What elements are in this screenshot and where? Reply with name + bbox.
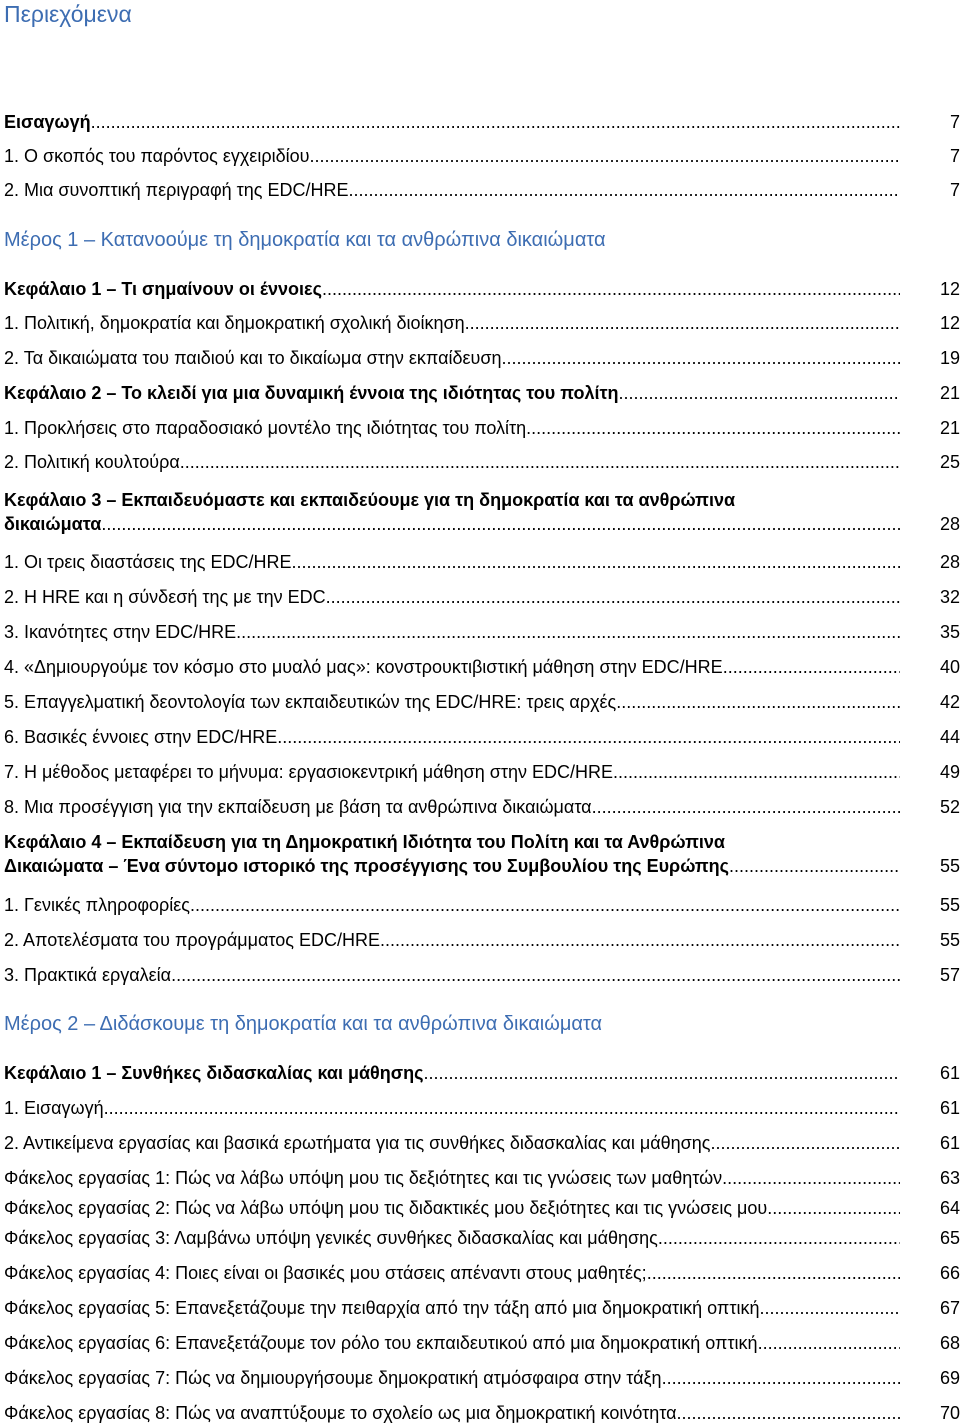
toc-page-number: 32 [939,587,960,607]
dot-leader [619,381,900,405]
toc-entry[interactable] [4,144,960,168]
dot-leader [277,725,900,749]
toc-page-number: 66 [939,1263,960,1283]
toc-entry[interactable] [4,1331,960,1355]
toc-entry[interactable] [4,690,960,714]
toc-entry[interactable] [4,928,960,952]
dot-leader [658,1226,900,1250]
dot-leader [236,620,900,644]
dot-leader [423,1061,900,1085]
toc-entry-label: Δικαιώματα – Ένα σύντομο ιστορικό της προσέγγισης του Συμβουλίου της Ευρώπης [4,856,730,876]
dot-leader [592,795,900,819]
toc-entry-label: 4. «Δημιουργούμε τον κόσμο στο μυαλό μας»: κονστρουκτιβιστική μάθηση στην EDC/HRE [4,657,723,677]
toc-page-number: 44 [939,727,960,747]
toc-page-number: 7 [949,112,960,132]
toc-entry-label: 2. Μια συνοπτική περιγραφή της EDC/HRE [4,180,349,200]
dot-leader [348,178,900,202]
toc-page-number: 35 [939,622,960,642]
dot-leader [613,760,900,784]
dot-leader [502,346,901,370]
toc-entry[interactable] [4,725,960,749]
toc-entry[interactable] [4,1096,960,1120]
toc-page-number: 55 [939,895,960,915]
toc-page-number: 61 [939,1098,960,1118]
toc-entry-label: 3. Ικανότητες στην EDC/HRE [4,622,237,642]
toc-entry[interactable] [4,416,960,440]
toc-entry-label: Φάκελος εργασίας 1: Πώς να λάβω υπόψη μου τις δεξιότητες και τις γνώσεις των μαθητών [4,1168,723,1188]
toc-page-number: 40 [939,657,960,677]
toc-entry-label: 2. Αντικείμενα εργασίας και βασικά ερωτήματα για τις συνθήκες διδασκαλίας και μάθησης [4,1133,711,1153]
toc-page-number: 12 [939,279,960,299]
toc-entry[interactable] [4,1226,960,1250]
toc-part-heading[interactable]: Μέρος 1 – Κατανοούμε τη δημοκρατία και τα ανθρώπινα δικαιώματα [4,229,606,251]
dot-leader [526,416,900,440]
toc-page-number: 67 [939,1298,960,1318]
toc-entry-label: Εισαγωγή [4,112,91,132]
toc-entry-label: Φάκελος εργασίας 2: Πώς να λάβω υπόψη μου τις διδακτικές μου δεξιότητες και τις γνώσεις μου [4,1198,768,1218]
toc-entry-label: Φάκελος εργασίας 4: Ποιες είναι οι βασικές μου στάσεις απέναντι στους μαθητές; [4,1263,647,1283]
toc-entry-label: Φάκελος εργασίας 3: Λαμβάνω υπόψη γενικές συνθήκες διδασκαλίας και μάθησης [4,1228,658,1248]
toc-entry-label: Κεφάλαιο 2 – Το κλειδί για μια δυναμική έννοια της ιδιότητας του πολίτη [4,383,619,403]
toc-entry-label: 2. Η HRE και η σύνδεσή της με την EDC [4,587,326,607]
toc-page-number: 12 [939,313,960,333]
toc-entry-label: 1. Οι τρεις διαστάσεις της EDC/HRE [4,552,292,572]
dot-leader [91,110,900,134]
toc-entry-label: 2. Τα δικαιώματα του παιδιού και το δικαίωμα στην εκπαίδευση [4,348,502,368]
dot-leader [758,1331,900,1355]
dot-leader [767,1196,900,1220]
toc-entry-label: 1. Προκλήσεις στο παραδοσιακό μοντέλο της ιδιότητας του πολίτη [4,418,527,438]
toc-page-number: 21 [939,418,960,438]
toc-entry[interactable] [4,585,960,609]
toc-part-heading[interactable]: Μέρος 2 – Διδάσκουμε τη δημοκρατία και τα ανθρώπινα δικαιώματα [4,1013,603,1035]
toc-entry[interactable] [4,1366,960,1390]
dot-leader [380,928,900,952]
toc-entry-label: Κεφάλαιο 1 – Τι σημαίνουν οι έννοιες [4,279,322,299]
toc-page-number: 64 [939,1198,960,1218]
toc-entry-label: Κεφάλαιο 4 – Εκπαίδευση για τη Δημοκρατική Ιδιότητα του Πολίτη και τα Ανθρώπινα [4,832,725,852]
dot-leader [309,144,900,168]
toc-page-number: 49 [939,762,960,782]
toc-entry-label: Φάκελος εργασίας 8: Πώς να αναπτύξουμε το σχολείο ως μια δημοκρατική κοινότητα [4,1403,677,1423]
toc-page-number: 28 [939,514,960,534]
toc-entry-label: Κεφάλαιο 3 – Εκπαιδευόμαστε και εκπαιδεύουμε για τη δημοκρατία και τα ανθρώπινα [4,490,736,510]
toc-entry[interactable] [4,893,960,917]
toc-page-number: 70 [939,1403,960,1423]
dot-leader [465,311,900,335]
dot-leader [710,1131,900,1155]
dot-leader [616,690,900,714]
toc-chapter-entry[interactable] [4,277,960,301]
toc-entry[interactable] [4,346,960,370]
dot-leader [759,1296,900,1320]
toc-entry[interactable] [4,450,960,474]
toc-entry[interactable] [4,963,960,987]
toc-entry-label: 1. Εισαγωγή [4,1098,104,1118]
toc-page-number: 61 [939,1133,960,1153]
toc-entry[interactable] [4,550,960,574]
toc-chapter-entry[interactable] [4,1061,960,1085]
toc-page-number: 68 [939,1333,960,1353]
toc-page-number: 52 [939,797,960,817]
toc-chapter-entry[interactable] [4,381,960,405]
toc-entry-label: 7. Η μέθοδος μεταφέρει το μήνυμα: εργασιοκεντρική μάθηση στην EDC/HRE [4,762,613,782]
toc-page-number: 65 [939,1228,960,1248]
toc-entry[interactable] [4,620,960,644]
toc-chapter-entry[interactable] [4,488,960,536]
toc-page-number: 21 [939,383,960,403]
toc-page-number: 55 [939,930,960,950]
toc-entry[interactable] [4,1196,960,1220]
dot-leader [677,1401,901,1425]
toc-page-number: 7 [949,180,960,200]
toc-entry[interactable] [4,795,960,819]
toc-page-number: 55 [939,856,960,876]
toc-entry-label: 2. Πολιτική κουλτούρα [4,452,180,472]
toc-page-number: 42 [939,692,960,712]
toc-page-number: 25 [939,452,960,472]
toc-entry-label: Φάκελος εργασίας 7: Πώς να δημιουργήσουμε δημοκρατική ατμόσφαιρα στην τάξη [4,1368,662,1388]
toc-entry-label: Κεφάλαιο 1 – Συνθήκες διδασκαλίας και μάθησης [4,1063,424,1083]
toc-entry[interactable] [4,655,960,679]
toc-entry-label: 2. Αποτελέσματα του προγράμματος EDC/HRE [4,930,380,950]
toc-entry[interactable] [4,311,960,335]
toc-chapter-entry[interactable] [4,110,960,134]
toc-page-number: 69 [939,1368,960,1388]
toc-page-number: 28 [939,552,960,572]
toc-entry-label: 8. Μια προσέγγιση για την εκπαίδευση με βάση τα ανθρώπινα δικαιώματα [4,797,592,817]
toc-entry[interactable] [4,1166,960,1190]
toc-page-number: 19 [939,348,960,368]
dot-leader [729,854,900,878]
dot-leader [647,1261,900,1285]
toc-entry-label: 5. Επαγγελματική δεοντολογία των εκπαιδευτικών της EDC/HRE: τρεις αρχές [4,692,617,712]
toc-entry-label: Φάκελος εργασίας 5: Επανεξετάζουμε την πειθαρχία από την τάξη από μια δημοκρατική οπτική [4,1298,760,1318]
toc-entry[interactable] [4,1296,960,1320]
toc-entry[interactable] [4,1401,960,1425]
dot-leader [291,550,900,574]
toc-entry-label: δικαιώματα [4,514,102,534]
dot-leader [322,277,900,301]
toc-page-number: 61 [939,1063,960,1083]
toc-entry-label: 1. Γενικές πληροφορίες [4,895,190,915]
toc-entry-label: 3. Πρακτικά εργαλεία [4,965,172,985]
toc-entry[interactable] [4,1131,960,1155]
toc-entry[interactable] [4,760,960,784]
toc-page-number: 7 [949,146,960,166]
toc-entry-label: 6. Βασικές έννοιες στην EDC/HRE [4,727,278,747]
page-title: Περιεχόμενα [4,1,132,27]
toc-page-number: 57 [939,965,960,985]
dot-leader [171,963,900,987]
toc-entry-label: Φάκελος εργασίας 6: Επανεξετάζουμε τον ρόλο του εκπαιδευτικού από μια δημοκρατική οπτική [4,1333,758,1353]
toc-chapter-entry[interactable] [4,830,960,878]
dot-leader [180,450,900,474]
toc-entry[interactable] [4,1261,960,1285]
dot-leader [101,512,900,536]
dot-leader [662,1366,900,1390]
toc-entry[interactable] [4,178,960,202]
dot-leader [190,893,900,917]
dot-leader [722,1166,900,1190]
dot-leader [104,1096,900,1120]
dot-leader [326,585,900,609]
toc-entry-label: 1. Ο σκοπός του παρόντος εγχειριδίου [4,146,310,166]
dot-leader [723,655,900,679]
toc-entry-label: 1. Πολιτική, δημοκρατία και δημοκρατική σχολική διοίκηση [4,313,465,333]
toc-page-number: 63 [939,1168,960,1188]
